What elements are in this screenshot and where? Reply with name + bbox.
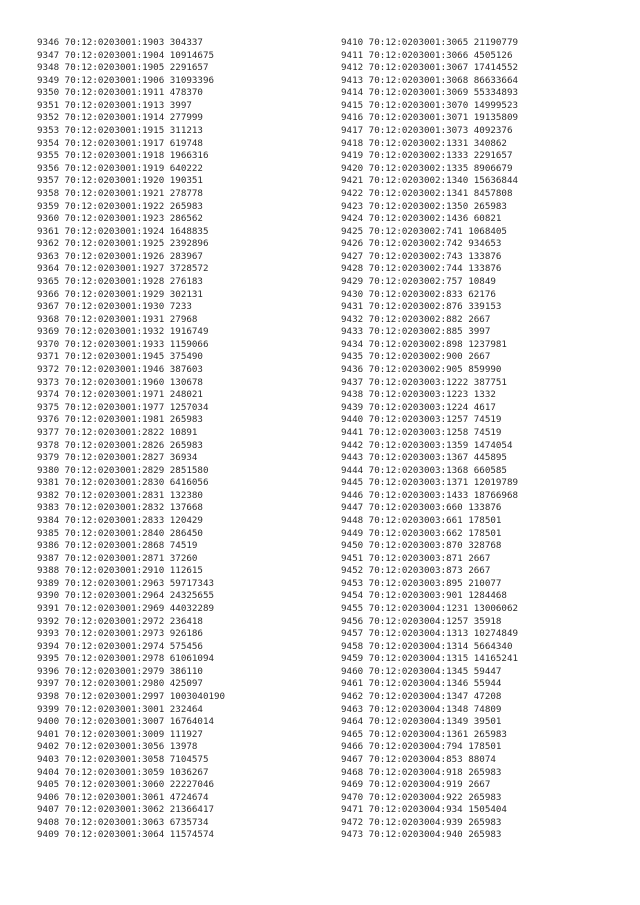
list-item: 9368 70:12:0203001:1931 27968	[37, 313, 198, 325]
list-item: 9380 70:12:0203001:2829 2851580	[37, 464, 209, 476]
list-item: 9473 70:12:0203004:940 265983	[341, 829, 502, 841]
list-item: 9408 70:12:0203001:3063 6735734	[37, 816, 209, 828]
list-item: 9376 70:12:0203001:1981 265983	[37, 414, 203, 426]
list-item: 9353 70:12:0203001:1915 311213	[37, 125, 203, 137]
list-item: 9458 70:12:0203004:1314 5664340	[341, 640, 513, 652]
list-item: 9362 70:12:0203001:1925 2392896	[37, 238, 209, 250]
list-item: 9400 70:12:0203001:3007 16764014	[37, 716, 215, 728]
list-item: 9385 70:12:0203001:2840 286450	[37, 527, 203, 539]
list-item: 9434 70:12:0203002:898 1237981	[341, 338, 507, 350]
list-item: 9467 70:12:0203004:853 88074	[341, 753, 496, 765]
list-item: 9420 70:12:0203002:1335 8906679	[341, 162, 513, 174]
list-item: 9358 70:12:0203001:1921 278778	[37, 187, 203, 199]
list-item: 9436 70:12:0203002:905 859990	[341, 364, 502, 376]
list-item: 9382 70:12:0203001:2831 132380	[37, 489, 203, 501]
list-item: 9414 70:12:0203001:3069 55334893	[341, 87, 519, 99]
list-item: 9403 70:12:0203001:3058 7104575	[37, 753, 209, 765]
list-item: 9428 70:12:0203002:744 133876	[341, 263, 502, 275]
list-item: 9392 70:12:0203001:2972 236418	[37, 615, 203, 627]
list-item: 9397 70:12:0203001:2980 425097	[37, 678, 203, 690]
list-item: 9439 70:12:0203003:1224 4617	[341, 401, 496, 413]
list-item: 9410 70:12:0203001:3065 21190779	[341, 37, 519, 48]
list-item: 9463 70:12:0203004:1348 74809	[341, 703, 502, 715]
list-item: 9399 70:12:0203001:3001 232464	[37, 703, 203, 715]
list-item: 9375 70:12:0203001:1977 1257034	[37, 401, 209, 413]
list-item: 9443 70:12:0203003:1367 445895	[341, 452, 507, 464]
list-item: 9418 70:12:0203002:1331 340862	[341, 137, 507, 149]
list-item: 9423 70:12:0203002:1350 265983	[341, 200, 507, 212]
list-item: 9367 70:12:0203001:1930 7233	[37, 301, 192, 313]
list-item: 9449 70:12:0203003:662 178501	[341, 527, 502, 539]
list-item: 9432 70:12:0203002:882 2667	[341, 313, 491, 325]
list-item: 9372 70:12:0203001:1946 387603	[37, 364, 203, 376]
list-item: 9369 70:12:0203001:1932 1916749	[37, 326, 209, 338]
list-item: 9348 70:12:0203001:1905 2291657	[37, 62, 209, 74]
list-item: 9378 70:12:0203001:2826 265983	[37, 439, 203, 451]
list-item: 9422 70:12:0203002:1341 8457808	[341, 187, 513, 199]
list-item: 9377 70:12:0203001:2822 10891	[37, 426, 198, 438]
list-item: 9453 70:12:0203003:895 210077	[341, 577, 502, 589]
list-item: 9444 70:12:0203003:1368 660585	[341, 464, 507, 476]
list-item: 9435 70:12:0203002:900 2667	[341, 351, 491, 363]
list-item: 9413 70:12:0203001:3068 86633664	[341, 74, 519, 86]
list-item: 9405 70:12:0203001:3060 22227046	[37, 779, 215, 791]
list-item: 9349 70:12:0203001:1906 31093396	[37, 74, 215, 86]
list-item: 9446 70:12:0203003:1433 18766968	[341, 489, 519, 501]
list-item: 9415 70:12:0203001:3070 14999523	[341, 99, 519, 111]
list-item: 9445 70:12:0203003:1371 12019789	[341, 477, 519, 489]
list-item: 9406 70:12:0203001:3061 4724674	[37, 791, 209, 803]
list-item: 9433 70:12:0203002:885 3997	[341, 326, 491, 338]
list-item: 9416 70:12:0203001:3071 19135809	[341, 112, 519, 124]
list-item: 9447 70:12:0203003:660 133876	[341, 502, 502, 514]
list-item: 9359 70:12:0203001:1922 265983	[37, 200, 203, 212]
list-item: 9383 70:12:0203001:2832 137668	[37, 502, 203, 514]
list-item: 9396 70:12:0203001:2979 386110	[37, 665, 203, 677]
list-item: 9430 70:12:0203002:833 62176	[341, 288, 496, 300]
list-item: 9356 70:12:0203001:1919 640222	[37, 162, 203, 174]
list-item: 9384 70:12:0203001:2833 120429	[37, 514, 203, 526]
list-item: 9421 70:12:0203002:1340 15636844	[341, 175, 519, 187]
list-item: 9426 70:12:0203002:742 934653	[341, 238, 502, 250]
list-item: 9455 70:12:0203004:1231 13006062	[341, 603, 519, 615]
list-item: 9402 70:12:0203001:3056 13978	[37, 741, 198, 753]
list-item: 9352 70:12:0203001:1914 277999	[37, 112, 203, 124]
list-item: 9470 70:12:0203004:922 265983	[341, 791, 502, 803]
list-item: 9354 70:12:0203001:1917 619748	[37, 137, 203, 149]
list-item: 9374 70:12:0203001:1971 248021	[37, 389, 203, 401]
list-item: 9409 70:12:0203001:3064 11574574	[37, 829, 215, 841]
list-item: 9363 70:12:0203001:1926 283967	[37, 250, 203, 262]
list-item: 9398 70:12:0203001:2997 1003040190	[37, 691, 226, 703]
list-item: 9450 70:12:0203003:870 328768	[341, 540, 502, 552]
list-item: 9471 70:12:0203004:934 1505404	[341, 804, 507, 816]
list-item: 9427 70:12:0203002:743 133876	[341, 250, 502, 262]
list-item: 9350 70:12:0203001:1911 478370	[37, 87, 203, 99]
list-item: 9379 70:12:0203001:2827 36934	[37, 452, 198, 464]
list-item: 9460 70:12:0203004:1345 59447	[341, 665, 502, 677]
list-item: 9391 70:12:0203001:2969 44032289	[37, 603, 215, 615]
list-item: 9394 70:12:0203001:2974 575456	[37, 640, 203, 652]
list-item: 9425 70:12:0203002:741 1068405	[341, 225, 507, 237]
list-item: 9424 70:12:0203002:1436 60821	[341, 213, 502, 225]
left-column	[37, 37, 225, 842]
list-item: 9355 70:12:0203001:1918 1966316	[37, 150, 209, 162]
list-item: 9454 70:12:0203003:901 1284468	[341, 590, 507, 602]
list-item: 9457 70:12:0203004:1313 10274849	[341, 628, 519, 640]
list-item: 9412 70:12:0203001:3067 17414552	[341, 62, 519, 74]
list-item: 9393 70:12:0203001:2973 926186	[37, 628, 203, 640]
list-item: 9472 70:12:0203004:939 265983	[341, 816, 502, 828]
list-item: 9462 70:12:0203004:1347 47208	[341, 691, 502, 703]
right-column	[341, 37, 518, 842]
list-item: 9468 70:12:0203004:918 265983	[341, 766, 502, 778]
list-item: 9469 70:12:0203004:919 2667	[341, 779, 491, 791]
list-item: 9451 70:12:0203003:871 2667	[341, 552, 491, 564]
list-item: 9456 70:12:0203004:1257 35918	[341, 615, 502, 627]
list-item: 9407 70:12:0203001:3062 21366417	[37, 804, 215, 816]
list-item: 9459 70:12:0203004:1315 14165241	[341, 653, 519, 665]
list-item: 9466 70:12:0203004:794 178501	[341, 741, 502, 753]
list-item: 9419 70:12:0203002:1333 2291657	[341, 150, 513, 162]
list-item: 9438 70:12:0203003:1223 1332	[341, 389, 496, 401]
list-item: 9417 70:12:0203001:3073 4092376	[341, 125, 513, 137]
list-item: 9361 70:12:0203001:1924 1648835	[37, 225, 209, 237]
list-item: 9448 70:12:0203003:661 178501	[341, 514, 502, 526]
list-item: 9442 70:12:0203003:1359 1474054	[341, 439, 513, 451]
list-item: 9431 70:12:0203002:876 339153	[341, 301, 502, 313]
list-item: 9386 70:12:0203001:2868 74519	[37, 540, 198, 552]
list-item: 9429 70:12:0203002:757 10849	[341, 275, 496, 287]
list-item: 9346 70:12:0203001:1903 304337	[37, 37, 203, 48]
list-item: 9441 70:12:0203003:1258 74519	[341, 426, 502, 438]
list-item: 9370 70:12:0203001:1933 1159066	[37, 338, 209, 350]
list-item: 9437 70:12:0203003:1222 387751	[341, 376, 507, 388]
list-item: 9465 70:12:0203004:1361 265983	[341, 728, 507, 740]
list-item: 9371 70:12:0203001:1945 375490	[37, 351, 203, 363]
list-item: 9387 70:12:0203001:2871 37260	[37, 552, 198, 564]
list-item: 9360 70:12:0203001:1923 286562	[37, 213, 203, 225]
list-item: 9390 70:12:0203001:2964 24325655	[37, 590, 215, 602]
list-item: 9389 70:12:0203001:2963 59717343	[37, 577, 215, 589]
list-item: 9347 70:12:0203001:1904 10914675	[37, 49, 215, 61]
list-item: 9464 70:12:0203004:1349 39501	[341, 716, 502, 728]
list-item: 9381 70:12:0203001:2830 6416056	[37, 477, 209, 489]
list-item: 9357 70:12:0203001:1920 190351	[37, 175, 203, 187]
list-item: 9395 70:12:0203001:2978 61061094	[37, 653, 215, 665]
list-item: 9461 70:12:0203004:1346 55944	[341, 678, 502, 690]
list-item: 9366 70:12:0203001:1929 302131	[37, 288, 203, 300]
list-item: 9411 70:12:0203001:3066 4505126	[341, 49, 513, 61]
list-item: 9440 70:12:0203003:1257 74519	[341, 414, 502, 426]
list-item: 9401 70:12:0203001:3009 111927	[37, 728, 203, 740]
list-item: 9404 70:12:0203001:3059 1036267	[37, 766, 209, 778]
list-item: 9351 70:12:0203001:1913 3997	[37, 99, 192, 111]
list-item: 9452 70:12:0203003:873 2667	[341, 565, 491, 577]
list-item: 9364 70:12:0203001:1927 3728572	[37, 263, 209, 275]
list-item: 9365 70:12:0203001:1928 276183	[37, 275, 203, 287]
list-item: 9373 70:12:0203001:1960 130678	[37, 376, 203, 388]
list-item: 9388 70:12:0203001:2910 112615	[37, 565, 203, 577]
